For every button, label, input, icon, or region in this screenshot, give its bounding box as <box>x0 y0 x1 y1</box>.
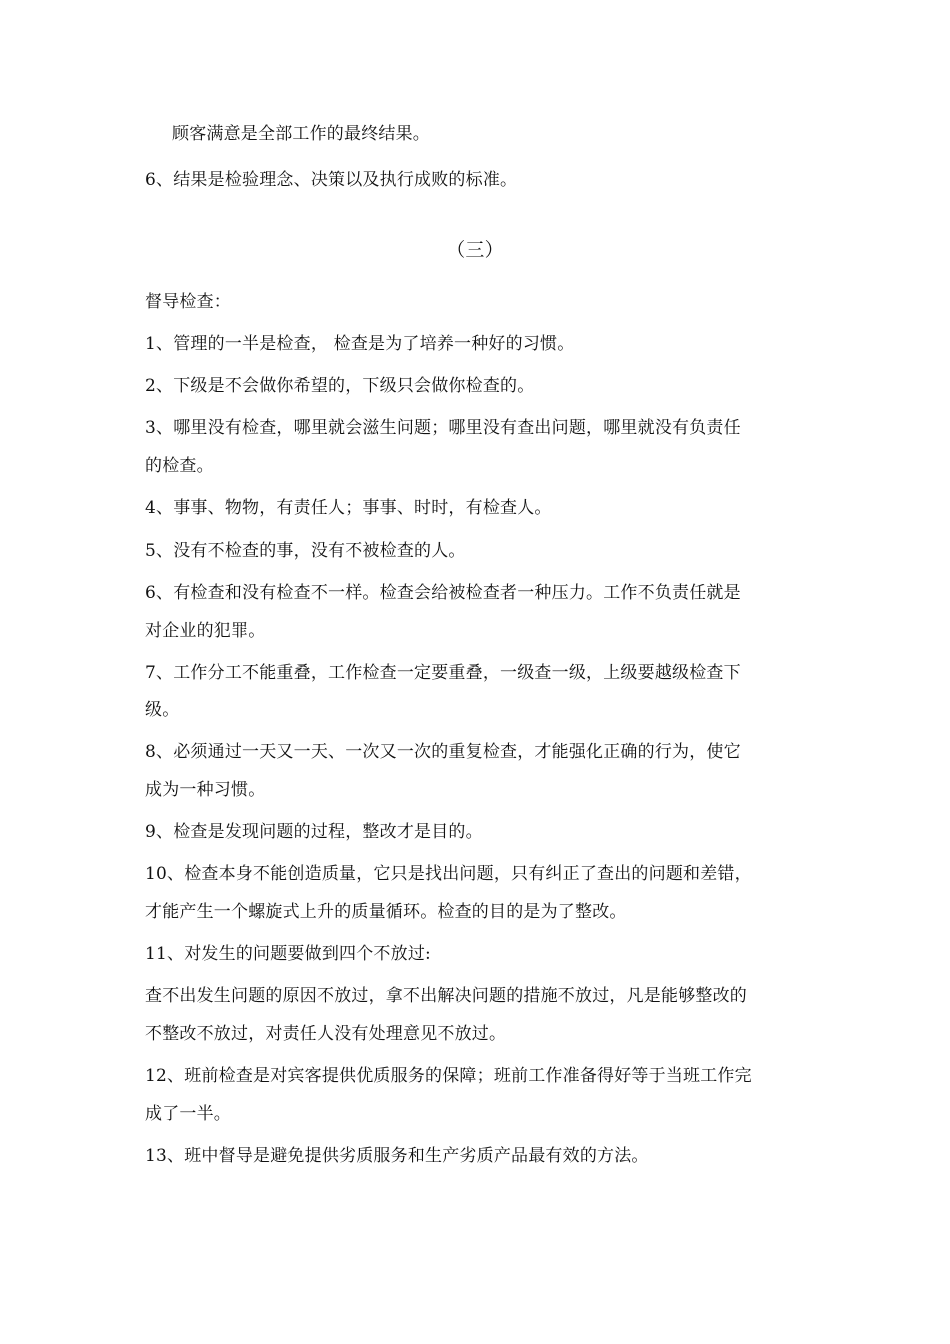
text-line: 对企业的犯罪。 <box>145 621 266 641</box>
text-line: 10、检查本身不能创造质量，它只是找出问题，只有纠正了查出的问题和差错， <box>145 864 752 884</box>
text-line: 3、哪里没有检查，哪里就会滋生问题；哪里没有查出问题，哪里就没有负责任 <box>145 418 741 438</box>
section-heading: （三） <box>446 239 504 261</box>
section-title: 督导检查： <box>145 292 231 312</box>
text-line: 级。 <box>145 700 180 720</box>
text-line: 不整改不放过，对责任人没有处理意见不放过。 <box>145 1024 507 1044</box>
text-line: 5、没有不检查的事，没有不被检查的人。 <box>145 541 466 561</box>
text-line: 8、必须通过一天又一天、一次又一次的重复检查，才能强化正确的行为，使它 <box>145 742 741 762</box>
text-line: 查不出发生问题的原因不放过，拿不出解决问题的措施不放过，凡是能够整改的 <box>145 986 747 1006</box>
text-line: 11、对发生的问题要做到四个不放过: <box>145 944 431 964</box>
text-line: 6、结果是检验理念、决策以及执行成败的标准。 <box>145 170 518 190</box>
text-line: 顾客满意是全部工作的最终结果。 <box>172 124 430 144</box>
text-line: 1、管理的一半是检查， 检查是为了培养一种好的习惯。 <box>145 334 575 354</box>
text-line: 7、工作分工不能重叠，工作检查一定要重叠，一级查一级，上级要越级检查下 <box>145 663 741 683</box>
text-line: 成了一半。 <box>145 1104 231 1124</box>
text-line: 9、检查是发现问题的过程，整改才是目的。 <box>145 822 483 842</box>
text-line: 12、班前检查是对宾客提供优质服务的保障；班前工作准备得好等于当班工作完 <box>145 1066 752 1086</box>
text-line: 6、有检查和没有检查不一样。检查会给被检查者一种压力。工作不负责任就是 <box>145 583 741 603</box>
text-line: 4、事事、物物，有责任人；事事、时时，有检查人。 <box>145 498 552 518</box>
text-line: 成为一种习惯。 <box>145 780 266 800</box>
text-line: 才能产生一个螺旋式上升的质量循环。检查的目的是为了整改。 <box>145 902 627 922</box>
text-line: 13、班中督导是避免提供劣质服务和生产劣质产品最有效的方法。 <box>145 1146 649 1166</box>
text-line: 的检查。 <box>145 456 214 476</box>
text-line: 2、下级是不会做你希望的，下级只会做你检查的。 <box>145 376 535 396</box>
